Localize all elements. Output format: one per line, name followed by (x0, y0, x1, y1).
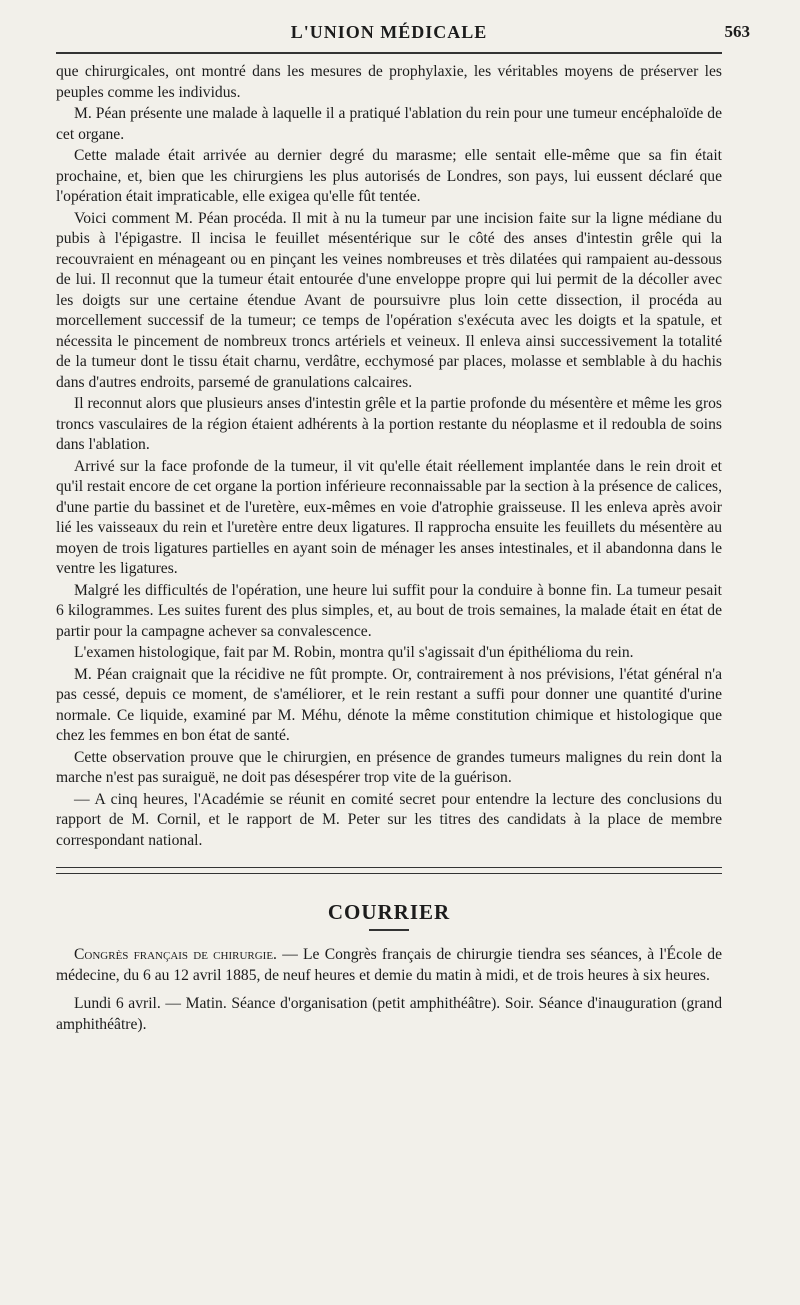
paragraph: Malgré les difficultés de l'opération, une heure lui suffit pour la conduire à bonne fin. La tumeur pesait 6 kilogrammes. Les suites furent des plus simples, et, au bout de trois semaines, la malade était en état de partir pour la campagne achever sa convalescence. (56, 581, 722, 640)
paragraph: M. Péan craignait que la récidive ne fût prompte. Or, contrairement à nos prévisions, l'état général n'a pas cessé, depuis ce moment, de s'améliorer, et le rein restant a suffi pour donner une quantité d'urine normale. Ce liquide, examiné par M. Méhu, dénote la même constitution chimique et histologique que chez les femmes en bon état de santé. (56, 665, 722, 744)
running-title: L'UNION MÉDICALE (290, 22, 488, 42)
courrier-body (56, 945, 722, 1035)
paragraph: L'examen histologique, fait par M. Robin, montra qu'il s'agissait d'un épithélioma du rein. (74, 644, 634, 661)
paragraph (56, 945, 722, 986)
paragraph: Il reconnut alors que plusieurs anses d'intestin grêle et la partie profonde du mésentère et même les gros troncs vasculaires de la région étaient adhérents à la portion restante du néoplasme et il redoubla de soins dans l'ablation. (56, 395, 722, 453)
paragraph: Arrivé sur la face profonde de la tumeur, il vit qu'elle était réellement implantée dans le rein droit et qu'il restait encore de cet organe la portion inférieure reconnaissable par la section à la présence de calices, d'une partie du bassinet et de l'uretère, eux-mêmes en voie d'atrophie graisseuse. Il les enleva après avoir lié les vaisseaux du rein et l'uretère entre deux ligatures. Il rapprocha ensuite les feuillets du mésentère au moyen de trois ligatures partielles en ayant soin de ménager les anses intestinales, et il abandonna dans le ventre les ligatures. (56, 457, 722, 577)
section-divider (56, 867, 722, 874)
header-rule (56, 52, 722, 54)
section-title: COURRIER (327, 900, 451, 924)
lead-in: Congrès français de chirurgie. (74, 946, 277, 963)
page-header (56, 18, 750, 48)
paragraph: Voici comment M. Péan procéda. Il mit à nu la tumeur par une incision faite sur la ligne médiane du pubis à l'épigastre. Il incisa le feuillet mésentérique sur le côté des anses d'intestin grêle qui la recouvraient en ménageant ou en pinçant les veines nombreuses et très dilatées qui rampaient au-dessous de lui. Il reconnut que la tumeur était entourée d'une enveloppe propre qui lui permit de la décoller avec les doigts sur une certaine étendue Avant de poursuivre plus loin cette dissection, il procéda au morcellement successif de la tumeur; ce temps de l'opération s'exécuta avec les doigts et la spatule, et nécessita le pincement de nombreux troncs artériels et veineux. Il enleva ainsi successivement la totalité de la tumeur dont le tissu était charnu, verdâtre, ecchymosé par places, molasse et semblable à du hachis dans d'autres endroits, parsemé de granulations calcaires. (56, 209, 722, 391)
paragraph: Cette malade était arrivée au dernier degré du marasme; elle sentait elle-même que sa fin était prochaine, et, bien que les chirurgiens les plus autorisés de Londres, son pays, lui eussent déclaré que l'opération était impraticable, elle exigea qu'elle fût tentée. (56, 147, 722, 205)
paragraph: que chirurgicales, ont montré dans les mesures de prophylaxie, les véritables moyens de préserver les peuples comme les individus. (56, 63, 722, 101)
paragraph: M. Péan présente une malade à laquelle il a pratiqué l'ablation du rein pour une tumeur encéphaloïde de cet organe. (56, 105, 722, 143)
article-body (56, 62, 722, 851)
title-rule (369, 929, 409, 931)
paragraph: Lundi 6 avril. — Matin. Séance d'organisation (petit amphithéâtre). Soir. Séance d'inauguration (grand amphithéâtre). (56, 995, 722, 1033)
page-number: 563 (724, 22, 750, 41)
paragraph-text: — Le Congrès français de chirurgie tiendra ses séances, à l'École de médecine, du 6 au 12 avril 1885, de neuf heures et demie du matin à midi, et de trois heures à six heures. (56, 946, 722, 984)
paragraph: Cette observation prouve que le chirurgien, en présence de grandes tumeurs malignes du rein dont la marche n'est pas suraiguë, ne doit pas désespérer trop vite de la guérison. (56, 748, 722, 786)
paragraph: — A cinq heures, l'Académie se réunit en comité secret pour entendre la lecture des conclusions du rapport de M. Cornil, et le rapport de M. Peter sur les titres des candidats à la place de membre correspondant national. (56, 790, 722, 849)
